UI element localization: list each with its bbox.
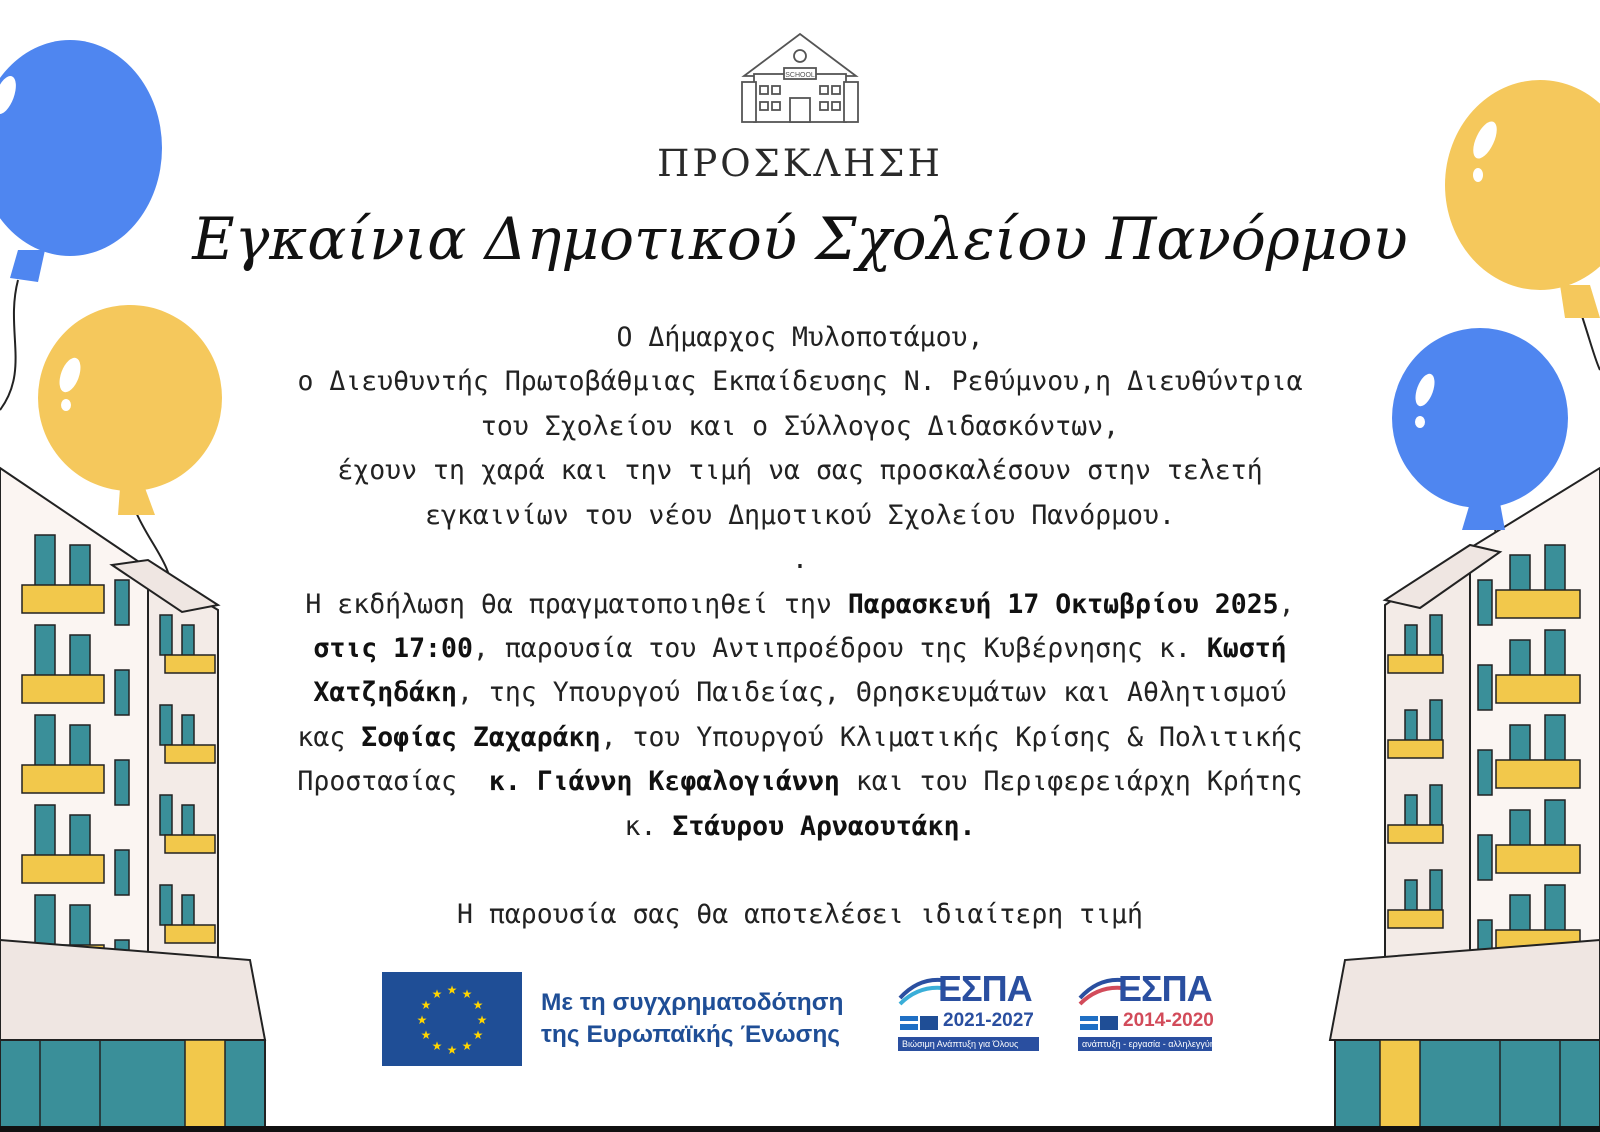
para2-text: , της Υπουργού Παιδείας, Θρησκευμάτων και Αθλητισμού [456,677,1287,708]
eu-star-icon: ★ [420,998,432,1012]
window [115,850,129,895]
para2-line-3 [0,677,1600,708]
guest-name: Χατζηδάκη [313,677,457,708]
separator-dot: . [792,544,808,575]
para1-line-1: Ο Δήμαρχος Μυλοποτάμου, [616,322,984,353]
para2-text: Προστασίας [297,766,489,797]
eu-cofunding-text [541,987,843,1051]
eu-star-icon: ★ [461,1038,473,1053]
para1-line-3: του Σχολείου και ο Σύλλογος Διδασκόντων, [480,411,1120,442]
guest-name: Στάυρου Αρναουτάκη. [672,811,976,842]
espa-years: 2021-2027 [943,1010,1034,1031]
closing-line: Η παρουσία σας θα αποτελέσει ιδιαίτερη τιμή [456,899,1144,930]
eu-star-icon: ★ [472,1028,484,1042]
para2-text: και του Περιφερειάρχη Κρήτης [839,766,1303,797]
invitation-label: ΠΡΟΣΚΛΗΣΗ [657,142,943,185]
eu-star-icon: ★ [446,983,458,997]
guest-name: κ. Γιάννη Κεφαλογιάννη [488,766,840,797]
eu-star-icon: ★ [461,987,473,1002]
para1-line-4: έχουν τη χαρά και την τιμή να σας προσκαλέσουν στην τελετή [337,455,1263,486]
espa-word: ΕΣΠΑ [1118,968,1212,1009]
eu-star-icon: ★ [472,998,484,1012]
eu-star-icon: ★ [431,1038,443,1053]
school-sign: SCHOOL [785,72,815,79]
eu-flag-logo [382,972,522,1066]
guest-name: Σοφίας Ζαχαράκη [361,722,601,753]
espa-word: ΕΣΠΑ [938,968,1032,1009]
para1-line-5: εγκαινίων του νέου Δημοτικού Σχολείου Πανόρμου. [425,500,1175,531]
balloon-yellow-right [1445,80,1600,318]
para2-text: , παρουσία του Αντιπροέδρου της Κυβέρνησης κ. [472,633,1207,664]
flags-icon [1080,1016,1120,1030]
para2-line-4 [0,722,1600,753]
school-building-icon [742,34,858,122]
eu-star-icon: ★ [446,1043,458,1057]
flags-icon [900,1016,940,1030]
event-date: Παρασκευή 17 Οκτωβρίου 2025 [847,589,1279,620]
para2-line-6 [0,811,1600,842]
eu-star-icon: ★ [431,987,443,1002]
balcony [22,855,104,883]
event-time: στις 17:00 [313,633,473,664]
espa-2021-2027-logo [898,968,1043,1058]
para2-text: κας [297,722,362,753]
para2-line-5 [0,766,1600,797]
invitation-title: Εγκαίνια Δημοτικού Σχολείου Πανόρμου [192,205,1408,273]
bottom-border [0,1126,1600,1132]
para2-text: , του Υπουργού Κλιματικής Κρίσης & Πολιτικής [600,722,1303,753]
para2-line-2 [0,633,1600,664]
espa-tagline: Βιώσιμη Ανάπτυξη για Όλους [898,1037,1039,1051]
para2-text: , [1278,589,1295,620]
eu-text-line-1: Με τη συγχρηματοδότηση [541,989,844,1016]
para1-line-2: ο Διευθυντής Πρωτοβάθμιας Εκπαίδευσης Ν. Ρεθύμνου,η Διευθύντρια [297,366,1303,397]
eu-text-line-2: της Ευρωπαϊκής Ένωσης [541,1021,841,1048]
guest-name: Κωστή [1206,633,1287,664]
eu-star-icon: ★ [416,1013,428,1027]
eu-star-icon: ★ [420,1028,432,1042]
espa-tagline: ανάπτυξη - εργασία - αλληλεγγύη [1078,1037,1212,1051]
balcony [1496,845,1580,873]
para2-text: κ. [624,811,673,842]
espa-2014-2020-logo [1078,968,1218,1058]
eu-star-icon: ★ [476,1013,488,1027]
para2-text: Η εκδήλωση θα πραγματοποιηθεί την [305,589,848,620]
espa-years: 2014-2020 [1123,1010,1214,1031]
para2-line-1 [0,589,1600,620]
